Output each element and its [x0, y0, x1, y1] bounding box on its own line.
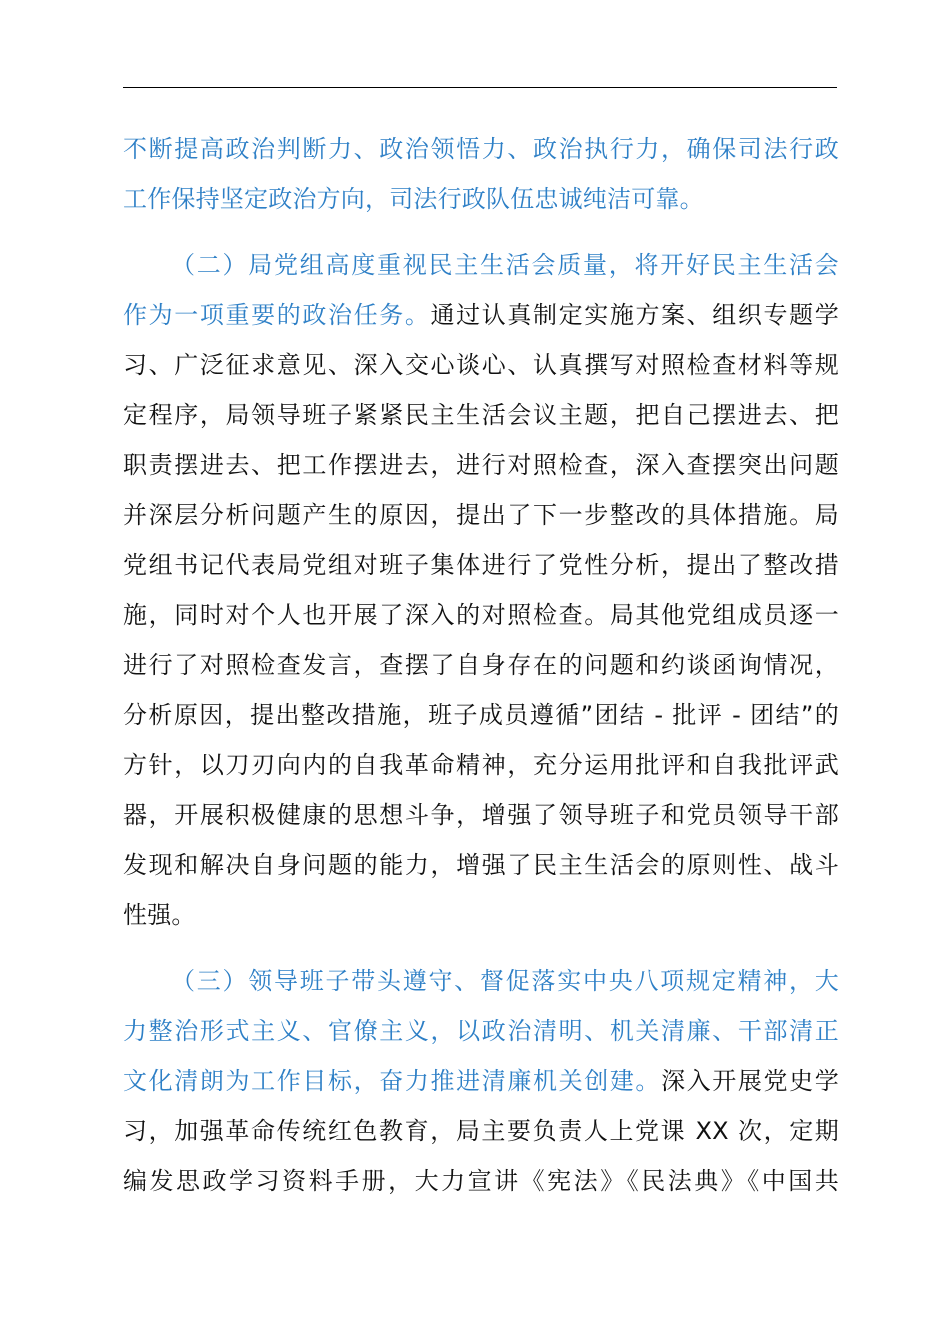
body-text: 编发思政学习资料手册，大力宣讲《宪法》《民法典》《中国共	[123, 1167, 839, 1195]
text-line	[123, 1106, 839, 1156]
body-text: 深入开展党史学	[661, 1067, 839, 1095]
text-line	[123, 124, 839, 174]
paragraph-2	[123, 240, 839, 940]
text-line	[123, 840, 839, 890]
text-line	[123, 790, 839, 840]
body-text: 定程序，局领导班子紧紧民主生活会议主题，把自己摆进去、把	[123, 401, 839, 429]
text-line	[123, 690, 839, 740]
heading-text: 力整治形式主义、官僚主义，以政治清明、机关清廉、干部清正	[123, 1017, 839, 1045]
body-text: 发现和解决自身问题的能力，增强了民主生活会的原则性、战斗	[123, 851, 839, 879]
text-line	[123, 1056, 839, 1106]
text-line	[123, 640, 839, 690]
text-line	[123, 490, 839, 540]
text-line	[123, 1006, 839, 1056]
body-text: 器，开展积极健康的思想斗争，增强了领导班子和党员领导干部	[123, 801, 839, 829]
heading-text: 不断提高政治判断力、政治领悟力、政治执行力，确保司法行政	[123, 135, 839, 163]
heading-text: （二）局党组高度重视民主生活会质量，将开好民主生活会	[171, 251, 839, 279]
body-text: 党组书记代表局党组对班子集体进行了党性分析，提出了整改措	[123, 551, 839, 579]
paragraph-1	[123, 124, 839, 224]
text-line	[123, 540, 839, 590]
paragraph-3	[123, 956, 839, 1206]
body-text: 通过认真制定实施方案、组织专题学	[430, 301, 839, 329]
text-line	[123, 240, 839, 290]
body-text: 并深层分析问题产生的原因，提出了下一步整改的具体措施。局	[123, 501, 839, 529]
text-line	[123, 1156, 839, 1206]
header-rule	[123, 87, 837, 88]
body-text: 分析原因，提出整改措施，班子成员遵循”团结 - 批评 - 团结”的	[123, 701, 839, 729]
body-text: 施，同时对个人也开展了深入的对照检查。局其他党组成员逐一	[123, 601, 839, 629]
text-line	[123, 956, 839, 1006]
heading-text: 作为一项重要的政治任务。	[123, 301, 431, 329]
document-body	[123, 124, 839, 1222]
body-text: 方针，以刀刃向内的自我革命精神，充分运用批评和自我批评武	[123, 751, 839, 779]
text-line	[123, 390, 839, 440]
text-line	[123, 740, 839, 790]
text-line	[123, 340, 839, 390]
body-text: 进行了对照检查发言，查摆了自身存在的问题和约谈函询情况，	[123, 651, 839, 679]
text-line	[123, 440, 839, 490]
heading-text: 文化清朗为工作目标，奋力推进清廉机关创建。	[123, 1067, 662, 1095]
heading-text: 工作保持坚定政治方向，司法行政队伍忠诚纯洁可靠。	[123, 185, 704, 213]
text-line	[123, 890, 839, 940]
heading-text: （三）领导班子带头遵守、督促落实中央八项规定精神，大	[171, 967, 839, 995]
text-line	[123, 590, 839, 640]
body-text: 习，加强革命传统红色教育，局主要负责人上党课 XX 次，定期	[123, 1117, 839, 1145]
body-text: 职责摆进去、把工作摆进去，进行对照检查，深入查摆突出问题	[123, 451, 839, 479]
body-text: 性强。	[123, 901, 196, 929]
text-line	[123, 290, 839, 340]
text-line	[123, 174, 839, 224]
body-text: 习、广泛征求意见、深入交心谈心、认真撰写对照检查材料等规	[123, 351, 839, 379]
